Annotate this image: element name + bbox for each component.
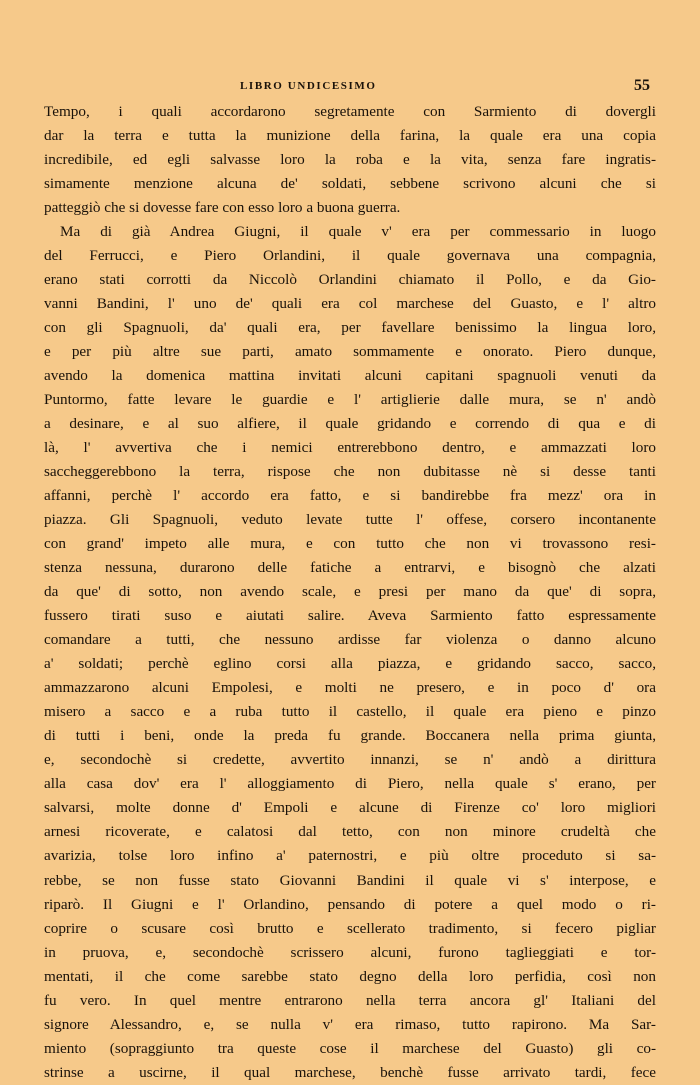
text-line: da que' di sotto, non avendo scale, e presi per mano da que' di sopra, (44, 583, 656, 601)
text-line: dar la terra e tutta la munizione della farina, la quale era una copia (44, 127, 656, 145)
text-line: Tempo, i quali accordarono segretamente con Sarmiento di dovergli (44, 103, 656, 120)
text-line: di tutti i beni, onde la preda fu grande. Boccanera nella prima giunta, (44, 727, 656, 745)
text-line: affanni, perchè l' accordo era fatto, e si bandirebbe fra mezz' ora in (44, 487, 656, 505)
text-line: avendo la domenica mattina invitati alcuni capitani spagnuoli venuti da (44, 367, 656, 385)
text-line: coprire o scusare così brutto e scellerato tradimento, si fecero pigliar (44, 919, 656, 937)
text-line: a' soldati; perchè eglino corsi alla piazza, e gridando sacco, sacco, (44, 655, 656, 673)
text-line: Ma di già Andrea Giugni, il quale v' era per commessario in luogo (60, 223, 656, 241)
text-line: riparò. Il Giugni e l' Orlandino, pensando di potere a quel modo o ri- (44, 895, 656, 913)
text-line: rebbe, se non fusse stato Giovanni Bandini il quale vi s' interpose, e (44, 871, 656, 889)
text-line: del Ferrucci, e Piero Orlandini, il quale governava una compagnia, (44, 247, 656, 265)
text-line: saccheggerebbono la terra, rispose che non dubitasse nè si desse tanti (44, 463, 656, 481)
text-line: mentati, il che come sarebbe stato degno della loro perfidia, così non (44, 967, 656, 985)
text-line: in pruova, e, secondochè scrissero alcuni, furono taglieggiati e tor- (44, 943, 656, 961)
text-line: Puntormo, fatte levare le guardie e l' artiglierie dalle mura, se n' andò (44, 391, 656, 409)
page-number: 55 (634, 77, 650, 94)
text-line: salvarsi, molte donne d' Empoli e alcune di Firenze co' loro migliori (44, 799, 656, 817)
text-line: ammazzarono alcuni Empolesi, e molti ne presero, e in poco d' ora (44, 679, 656, 697)
text-line: patteggiò che si dovesse fare con esso loro a buona guerra. (44, 199, 401, 217)
text-line: strinse a uscirne, il qual marchese, benchè fusse arrivato tardi, fece (44, 1063, 656, 1081)
text-line: là, l' avvertiva che i nemici entrerebbono dentro, e ammazzati loro (44, 439, 656, 457)
text-line: e, secondochè si credette, avvertito innanzi, se n' andò a dirittura (44, 751, 656, 769)
text-line: erano stati corrotti da Niccolò Orlandini chiamato il Pollo, e da Gio- (44, 271, 656, 289)
running-head: LIBRO UNDICESIMO (240, 80, 377, 92)
text-line: avarizia, tolse loro infino a' paternostri, e più oltre proceduto si sa- (44, 847, 656, 865)
text-line: vanni Bandini, l' uno de' quali era col marchese del Guasto, e l' altro (44, 295, 656, 313)
text-line: arnesi ricoverate, e calatosi dal tetto, con non minore crudeltà che (44, 823, 656, 841)
text-line: con grand' impeto alle mura, e con tutto che non vi trovassono resi- (44, 535, 656, 553)
text-line: signore Alessandro, e, se nulla v' era rimaso, tutto rapirono. Ma Sar- (44, 1015, 656, 1033)
body-text (44, 100, 656, 1085)
page-header (45, 77, 650, 100)
text-line: comandare a tutti, che nessuno ardisse far violenza o danno alcuno (44, 631, 656, 649)
text-line: misero a sacco e a ruba tutto il castello, il quale era pieno e pinzo (44, 703, 656, 721)
text-line: a desinare, e al suo alfiere, il quale gridando e correndo di qua e di (44, 415, 656, 433)
text-line: piazza. Gli Spagnuoli, veduto levate tutte l' offese, corsero incontanente (44, 511, 656, 529)
text-line: fussero tirati suso e aiutati salire. Aveva Sarmiento fatto espressamente (44, 607, 656, 625)
text-line: e per più altre sue parti, amato sommamente e onorato. Piero dunque, (44, 343, 656, 361)
text-line: incredibile, ed egli salvasse loro la roba e la vita, senza fare ingratis- (44, 151, 656, 169)
text-line: con gli Spagnuoli, da' quali era, per favellare benissimo la lingua loro, (44, 319, 656, 337)
text-line: stenza nessuna, durarono delle fatiche a entrarvi, e bisognò che alzati (44, 559, 656, 577)
text-line: simamente menzione alcuna de' soldati, sebbene scrivono alcuni che si (44, 175, 656, 193)
text-line: fu vero. In quel mentre entrarono nella terra ancora gl' Italiani del (44, 991, 656, 1009)
text-line: miento (sopraggiunto tra queste cose il marchese del Guasto) gli co- (44, 1039, 656, 1057)
text-line: alla casa dov' era l' alloggiamento di Piero, nella quale s' erano, per (44, 775, 656, 793)
